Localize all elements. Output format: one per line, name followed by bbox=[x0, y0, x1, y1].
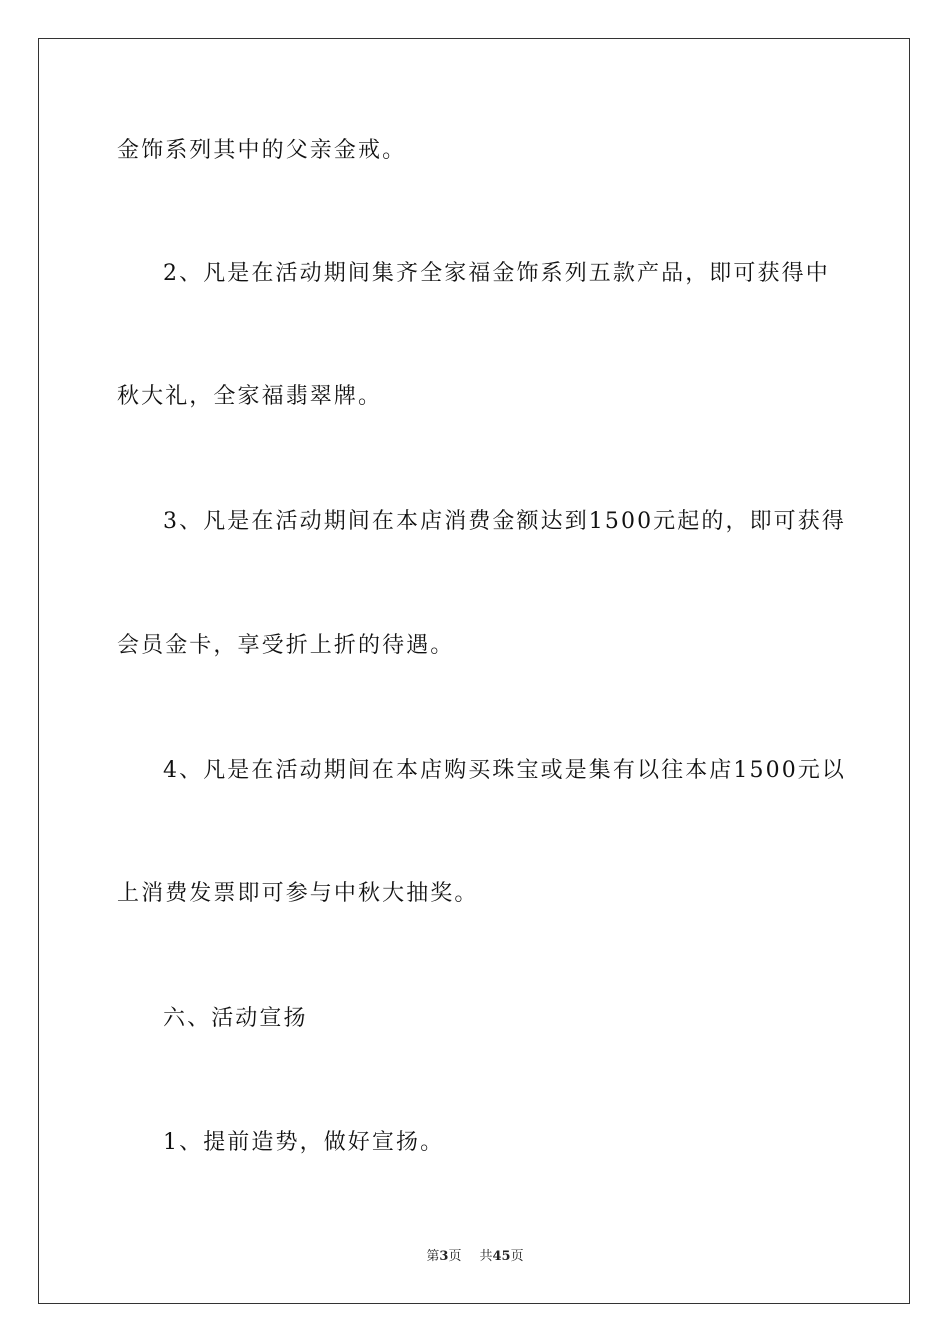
paragraph-line-7: 上消费发票即可参与中秋大抽奖。 bbox=[117, 881, 479, 906]
page-border bbox=[38, 38, 910, 1304]
paragraph-line-9: 1、提前造势，做好宣扬。 bbox=[163, 1130, 445, 1155]
paragraph-line-2: 2、凡是在活动期间集齐全家福金饰系列五款产品，即可获得中 bbox=[163, 261, 830, 286]
page-footer bbox=[0, 1248, 950, 1266]
total-suffix: 页 bbox=[510, 1249, 524, 1264]
total-pages: 45 bbox=[492, 1249, 511, 1264]
total-prefix: 共 bbox=[479, 1249, 493, 1264]
page-prefix: 第 bbox=[426, 1249, 440, 1264]
paragraph-line-5: 会员金卡，享受折上折的待遇。 bbox=[117, 633, 455, 658]
paragraph-line-3: 秋大礼，全家福翡翠牌。 bbox=[117, 384, 383, 409]
paragraph-line-4: 3、凡是在活动期间在本店消费金额达到1500元起的，即可获得 bbox=[163, 509, 846, 534]
section-heading: 六、活动宣扬 bbox=[163, 1006, 308, 1031]
paragraph-line-1: 金饰系列其中的父亲金戒。 bbox=[117, 138, 407, 163]
page-number: 3 bbox=[439, 1249, 449, 1264]
page-suffix: 页 bbox=[448, 1249, 462, 1264]
paragraph-line-6: 4、凡是在活动期间在本店购买珠宝或是集有以往本店1500元以 bbox=[163, 758, 846, 783]
